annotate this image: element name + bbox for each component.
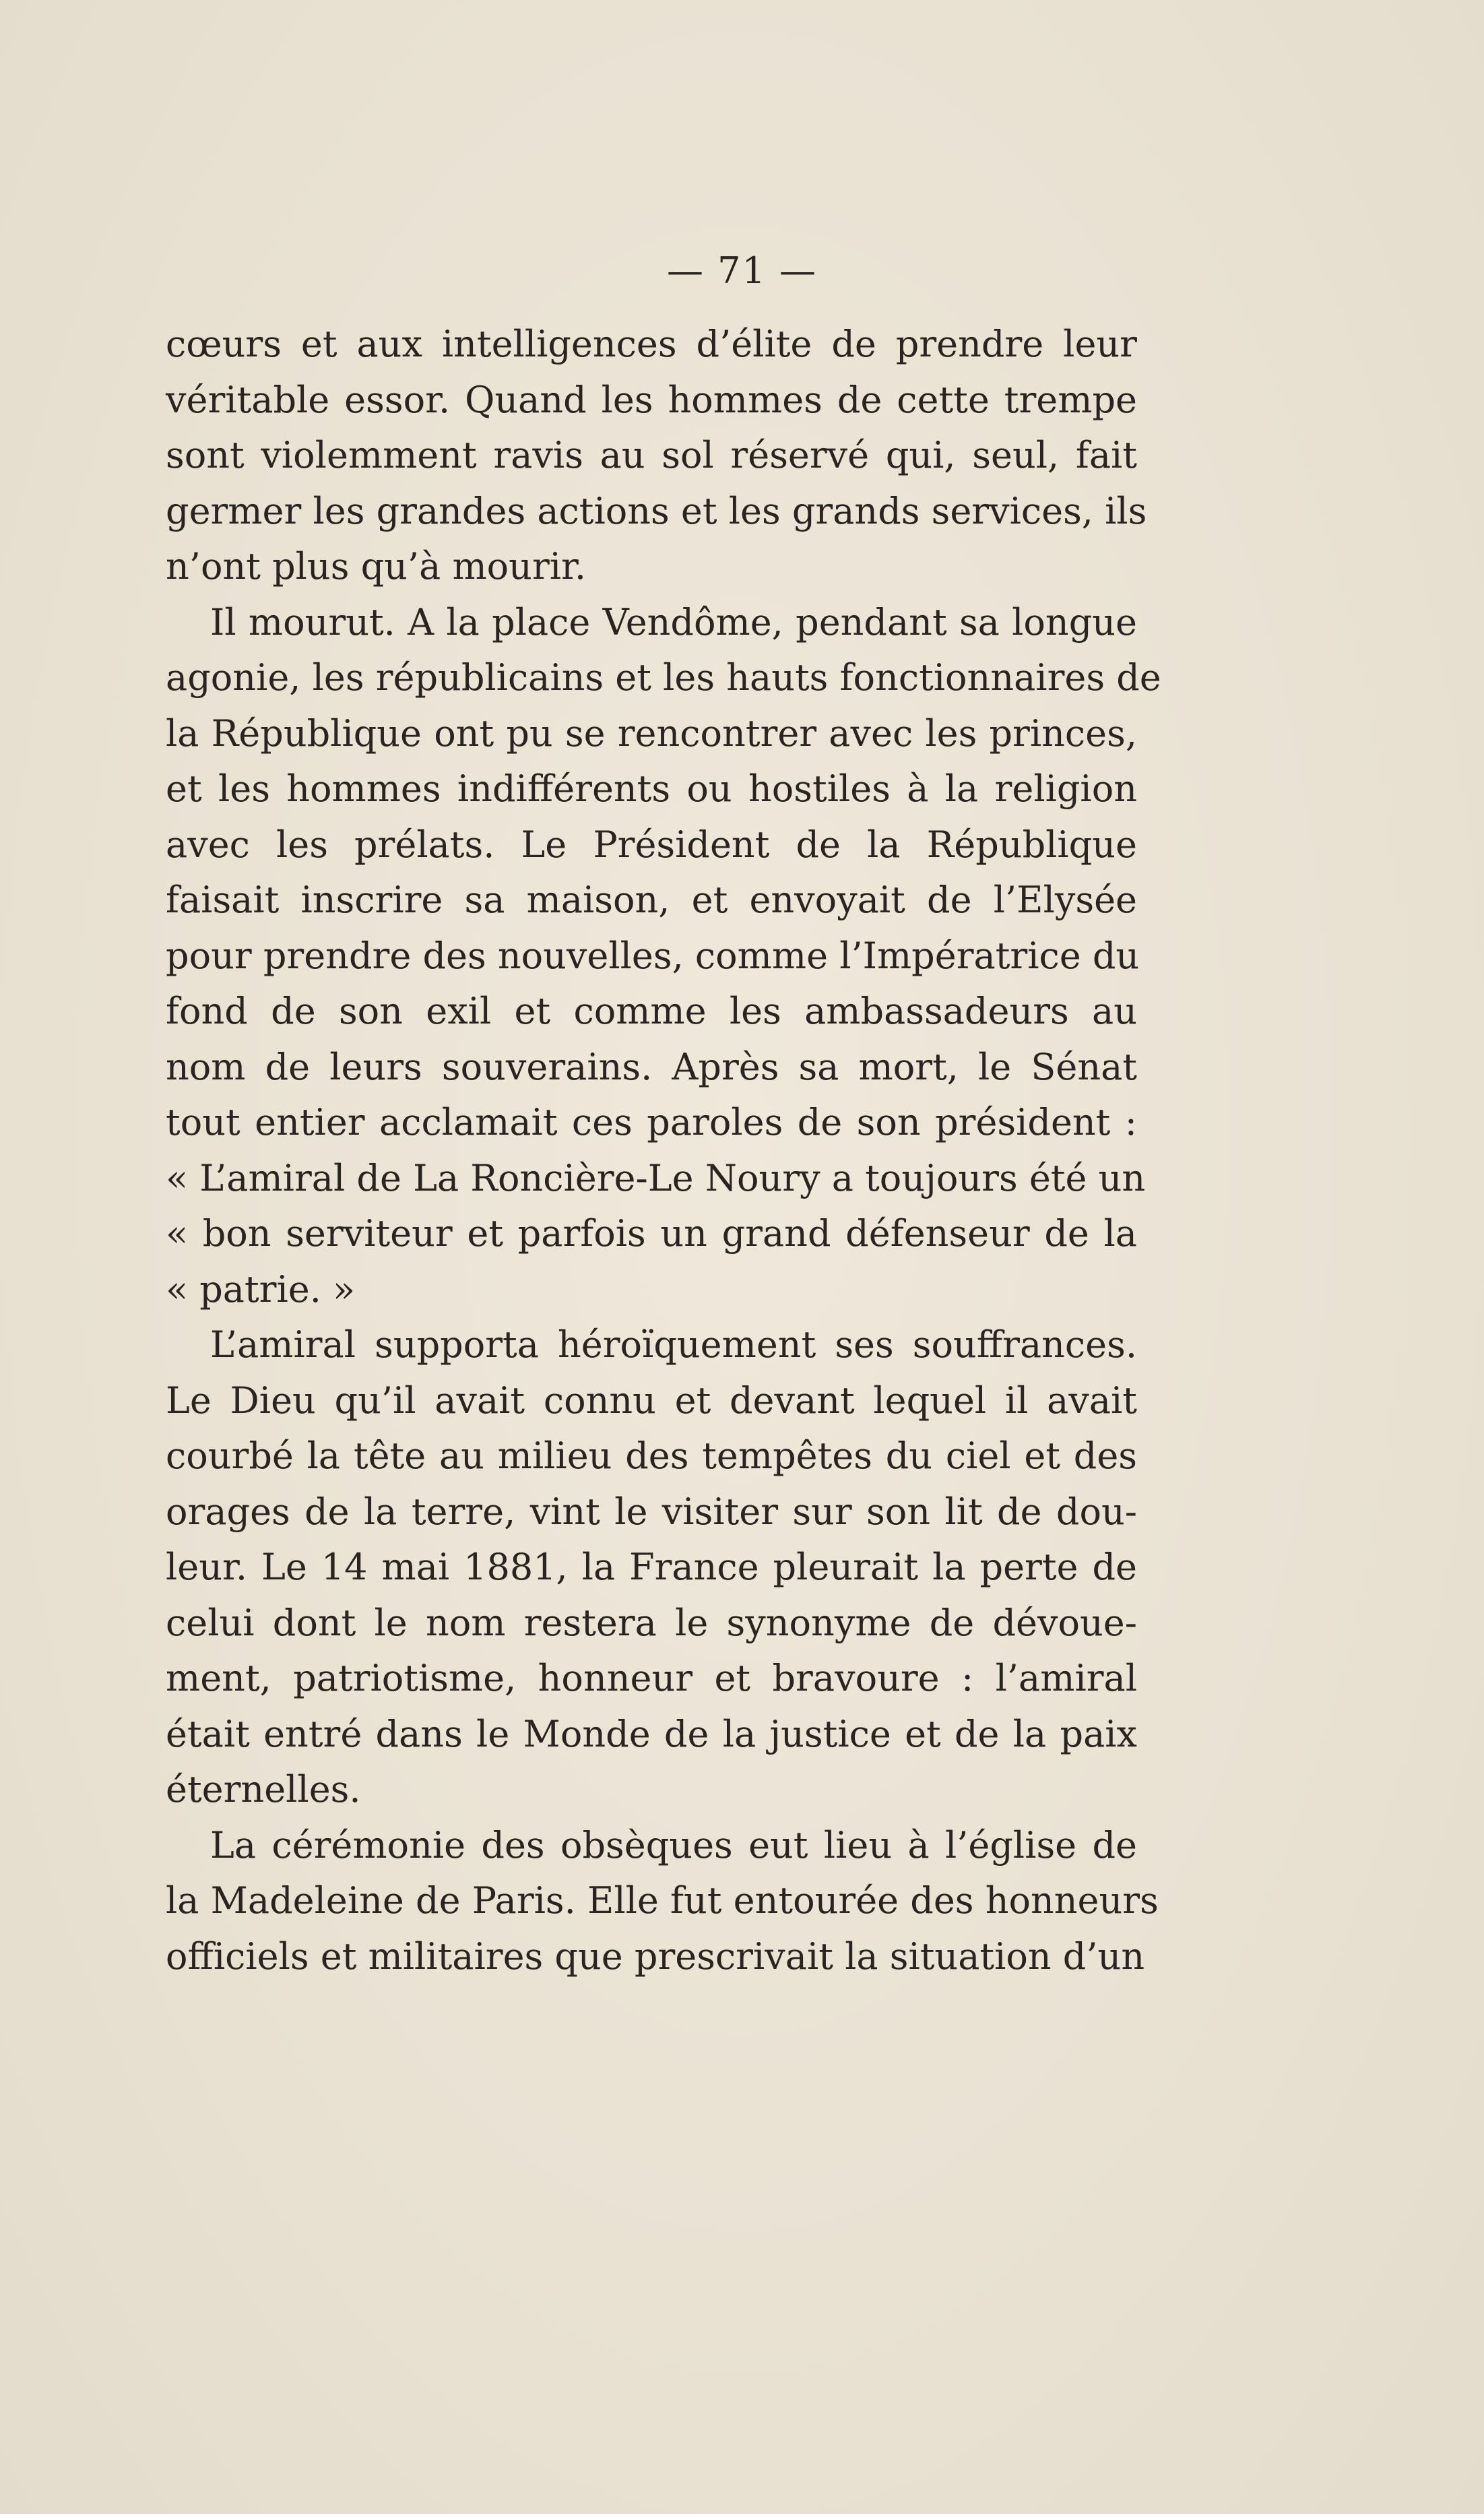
text-line: orages de la terre, vint le visiter sur son lit de dou- (166, 1490, 1137, 1533)
text-line: La cérémonie des obsèques eut lieu à l’église de (210, 1823, 1137, 1866)
text-line: Le Dieu qu’il avait connu et devant lequel il avait (166, 1379, 1137, 1422)
text-line: L’amiral supporta héroïquement ses souffrances. (210, 1323, 1137, 1366)
text-line: courbé la tête au milieu des tempêtes du ciel et des (166, 1435, 1137, 1477)
text-line: sont violemment ravis au sol réservé qui, seul, fait (166, 434, 1137, 476)
text-line: cœurs et aux intelligences d’élite de prendre leur (166, 323, 1137, 365)
text-line: véritable essor. Quand les hommes de cette trempe (166, 378, 1137, 421)
text-line: n’ont plus qu’à mourir. (166, 545, 587, 588)
text-line: tout entier acclamait ces paroles de son président : (166, 1101, 1137, 1143)
text-line: pour prendre des nouvelles, comme l’Impératrice du (166, 934, 1140, 977)
text-line: était entré dans le Monde de la justice et de la paix (166, 1712, 1137, 1755)
text-line: la République ont pu se rencontrer avec les princes, (166, 712, 1137, 755)
text-line: fond de son exil et comme les ambassadeurs au (166, 990, 1137, 1032)
text-line: « L’amiral de La Roncière-Le Noury a toujours été un (166, 1156, 1146, 1199)
text-line: Il mourut. A la place Vendôme, pendant sa longue (210, 600, 1137, 643)
text-line: agonie, les républicains et les hauts fonctionnaires de (166, 656, 1161, 699)
text-line: « bon serviteur et parfois un grand défenseur de la (166, 1212, 1137, 1255)
text-line: officiels et militaires que prescrivait la situation d’un (166, 1935, 1145, 1978)
text-line: « patrie. » (166, 1267, 356, 1311)
text-line: nom de leurs souverains. Après sa mort, le Sénat (166, 1045, 1137, 1088)
page-body-text (166, 317, 1161, 1984)
text-line: leur. Le 14 mai 1881, la France pleurait la perte de (166, 1546, 1137, 1588)
text-line: celui dont le nom restera le synonyme de dévoue- (166, 1601, 1137, 1644)
text-line: faisait inscrire sa maison, et envoyait de l’Elysée (166, 879, 1137, 921)
text-line: la Madeleine de Paris. Elle fut entourée des honneurs (166, 1879, 1159, 1922)
text-line: ment, patriotisme, honneur et bravoure : l’amiral (166, 1657, 1137, 1699)
text-line: éternelles. (166, 1768, 361, 1811)
text-line: et les hommes indifférents ou hostiles à la religion (166, 767, 1137, 810)
page-number: — 71 — (666, 249, 818, 292)
text-line: avec les prélats. Le Président de la République (166, 823, 1137, 866)
text-line: germer les grandes actions et les grands services, ils (166, 489, 1147, 532)
